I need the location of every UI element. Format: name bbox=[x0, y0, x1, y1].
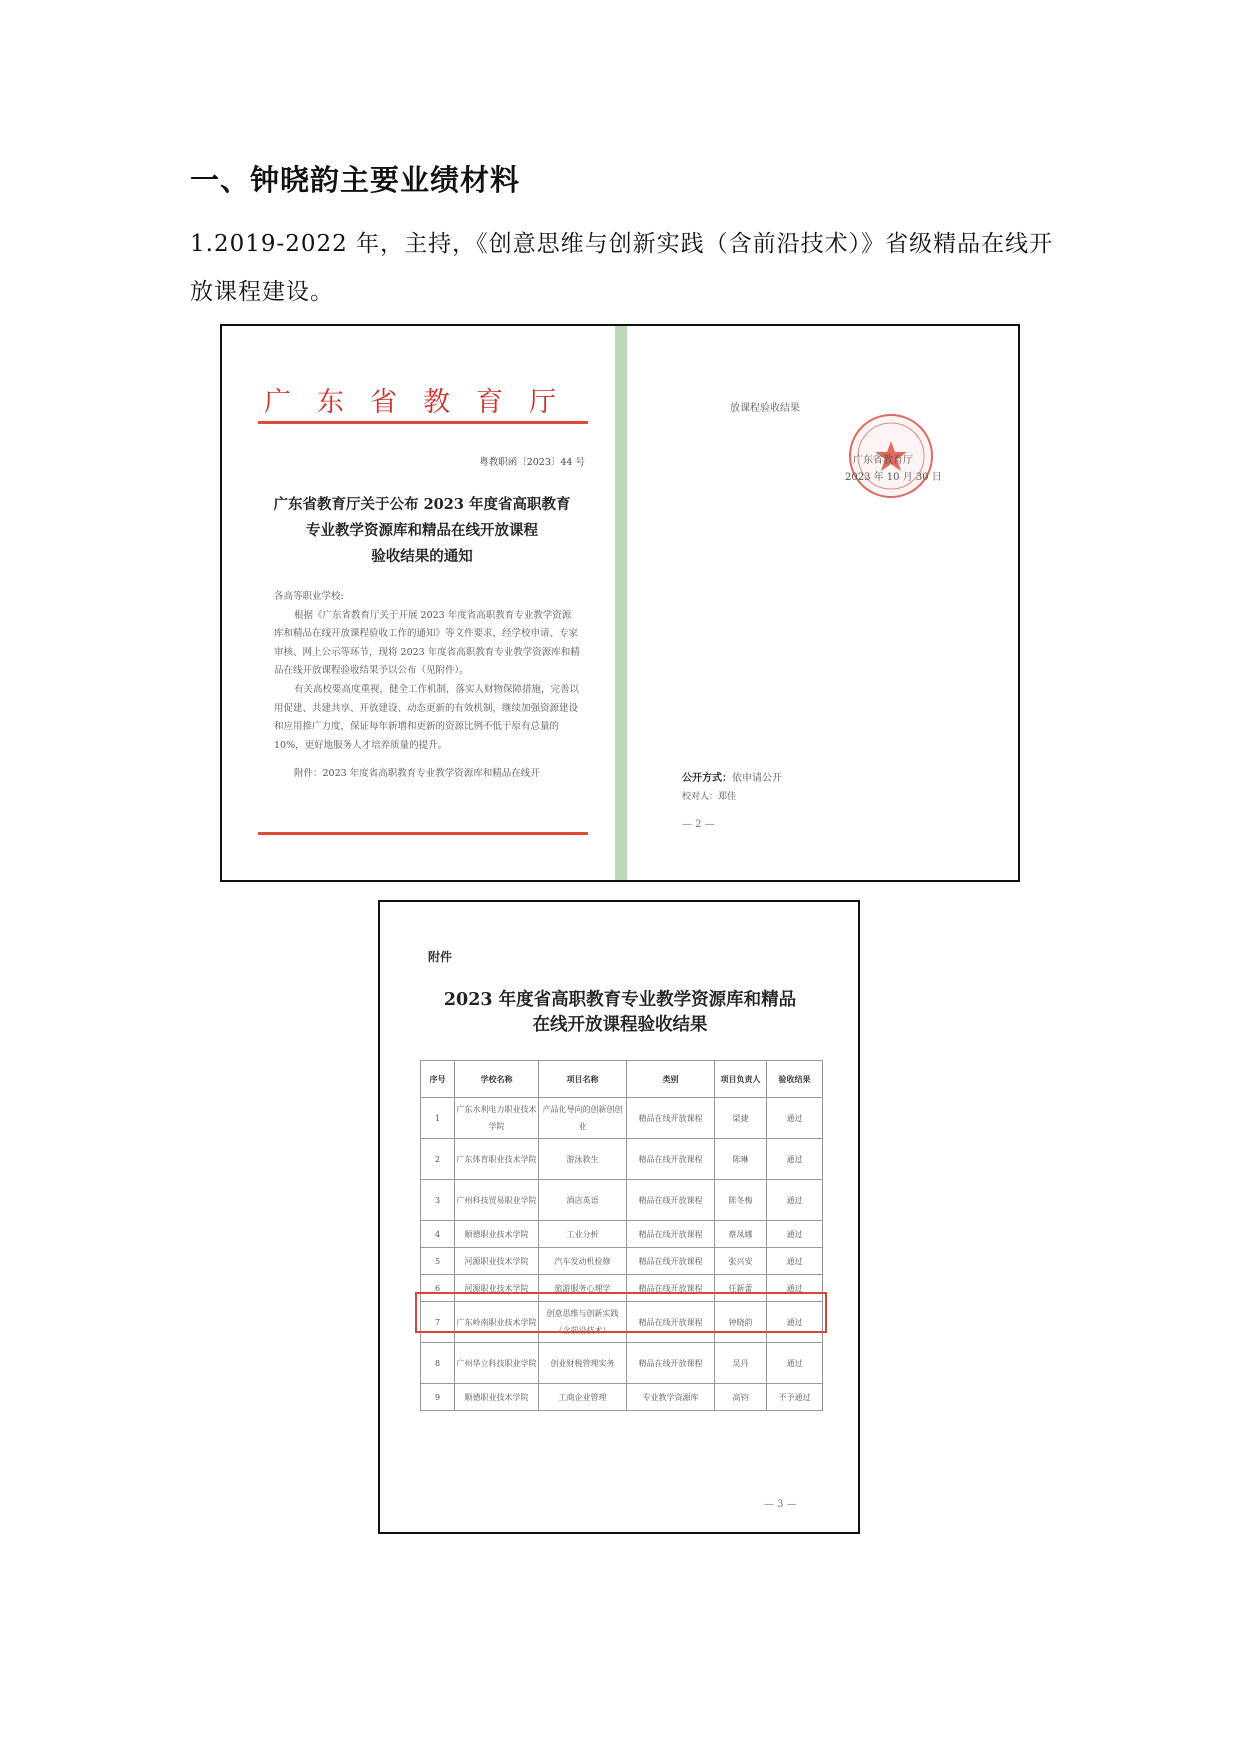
table-header-row bbox=[421, 1061, 823, 1098]
table-cell: 陈琳 bbox=[715, 1139, 767, 1180]
table-cell: 创意思维与创新实践（含前沿技术） bbox=[539, 1302, 627, 1343]
page-number: — 2 — bbox=[682, 819, 715, 830]
notice-title bbox=[262, 492, 582, 570]
col-header: 学校名称 bbox=[455, 1061, 539, 1098]
notice-page-2 bbox=[627, 326, 1018, 880]
table-cell: 精品在线开放课程 bbox=[627, 1343, 715, 1384]
table-cell: 广州华立科技职业学院 bbox=[455, 1343, 539, 1384]
table-row bbox=[421, 1384, 823, 1411]
table-cell: 精品在线开放课程 bbox=[627, 1221, 715, 1248]
table-cell: 汽车发动机检修 bbox=[539, 1248, 627, 1275]
table-cell: 5 bbox=[421, 1248, 455, 1275]
table-row bbox=[421, 1180, 823, 1221]
table-cell: 梁捷 bbox=[715, 1098, 767, 1139]
table-row bbox=[421, 1343, 823, 1384]
attachment-line: 附件：2023 年度省高职教育专业教学资源库和精品在线开 bbox=[294, 768, 540, 780]
table-cell: 产品化导向的创新创创业 bbox=[539, 1098, 627, 1139]
table-cell: 9 bbox=[421, 1384, 455, 1411]
results-scan-image bbox=[378, 900, 860, 1534]
col-header: 序号 bbox=[421, 1061, 455, 1098]
results-title-line: 2023 年度省高职教育专业教学资源库和精品 bbox=[443, 990, 797, 1010]
col-header: 类别 bbox=[627, 1061, 715, 1098]
table-cell: 任新蕾 bbox=[715, 1275, 767, 1302]
salutation: 各高等职业学校: bbox=[274, 591, 344, 602]
notice-title-line: 验收结果的通知 bbox=[371, 548, 473, 565]
table-cell: 酒店英语 bbox=[539, 1180, 627, 1221]
table-cell: 7 bbox=[421, 1302, 455, 1343]
results-title bbox=[400, 988, 840, 1038]
red-rule-bottom bbox=[258, 832, 588, 835]
col-header: 项目名称 bbox=[539, 1061, 627, 1098]
notice-title-line: 广东省教育厅关于公布 2023 年度省高职教育 bbox=[273, 496, 571, 513]
table-cell: 旅游服务心理学 bbox=[539, 1275, 627, 1302]
title-continuation: 放课程验收结果 bbox=[730, 403, 800, 414]
highlight-box bbox=[415, 1292, 827, 1333]
publish-value: 依申请公开 bbox=[732, 773, 782, 784]
table-row bbox=[421, 1139, 823, 1180]
notice-paragraph: 根据《广东省教育厅关于开展 2023 年度省高职教育专业教学资源库和精品在线开放课程验收工作的通知》等文件要求，经学校申请、专家审核、网上公示等环节，现将 2023 年度省高职教育专业教学资源库和精品在线开放课程验收结果予以公布（见附件）。 bbox=[274, 609, 580, 677]
results-title-line: 在线开放课程验收结果 bbox=[532, 1015, 708, 1035]
table-cell: 专业教学资源库 bbox=[627, 1384, 715, 1411]
table-cell: 不予通过 bbox=[767, 1384, 823, 1411]
page-number: — 3 — bbox=[764, 1499, 797, 1510]
publish-method bbox=[682, 769, 782, 784]
item-1-text: 1.2019-2022 年，主持，《创意思维与创新实践（含前沿技术）》省级精品在线开放课程建设。 bbox=[190, 231, 1054, 305]
issuing-office-title: 广东省教育厅 bbox=[264, 387, 582, 418]
results-table bbox=[420, 1060, 823, 1411]
table-cell: 河源职业技术学院 bbox=[455, 1275, 539, 1302]
notice-page-1 bbox=[222, 326, 615, 880]
table-cell: 精品在线开放课程 bbox=[627, 1180, 715, 1221]
table-cell: 1 bbox=[421, 1098, 455, 1139]
signing-organization: 广东省教育厅 bbox=[853, 455, 913, 466]
attachment-label: 附件 bbox=[428, 950, 453, 964]
table-cell: 通过 bbox=[767, 1302, 823, 1343]
table-row bbox=[421, 1098, 823, 1139]
table-cell: 蔡凤娜 bbox=[715, 1221, 767, 1248]
notice-body bbox=[274, 588, 580, 784]
table-cell: 创业财税管理实务 bbox=[539, 1343, 627, 1384]
table-cell: 广东岭南职业技术学院 bbox=[455, 1302, 539, 1343]
table-cell: 通过 bbox=[767, 1275, 823, 1302]
page-heading: 一、钟晓韵主要业绩材料 bbox=[190, 163, 521, 197]
table-cell: 顺德职业技术学院 bbox=[455, 1384, 539, 1411]
table-cell: 通过 bbox=[767, 1180, 823, 1221]
notice-scan-image bbox=[220, 324, 1020, 882]
col-header: 验收结果 bbox=[767, 1061, 823, 1098]
red-rule-top bbox=[258, 421, 588, 424]
table-cell: 3 bbox=[421, 1180, 455, 1221]
table-cell: 通过 bbox=[767, 1139, 823, 1180]
table-cell: 张兴安 bbox=[715, 1248, 767, 1275]
table-cell: 工商企业管理 bbox=[539, 1384, 627, 1411]
notice-paragraph: 有关高校要高度重视，健全工作机制，落实人财物保障措施，完善以用促建、共建共享、开放建设、动态更新的有效机制，继续加强资源建设和应用推广力度，保证每年新增和更新的资源比例不低于原有总量的 10%，更好地服务人才培养质量的提升。 bbox=[274, 683, 580, 751]
signing-date: 2023 年 10 月 30 日 bbox=[845, 472, 942, 483]
table-cell: 游泳救生 bbox=[539, 1139, 627, 1180]
table-cell: 8 bbox=[421, 1343, 455, 1384]
table-cell: 高钧 bbox=[715, 1384, 767, 1411]
document-number: 粤教职函〔2023〕44 号 bbox=[479, 457, 585, 468]
table-row bbox=[421, 1248, 823, 1275]
table-cell: 通过 bbox=[767, 1221, 823, 1248]
col-header: 项目负责人 bbox=[715, 1061, 767, 1098]
table-cell: 广东体育职业技术学院 bbox=[455, 1139, 539, 1180]
table-cell: 通过 bbox=[767, 1343, 823, 1384]
table-cell: 河源职业技术学院 bbox=[455, 1248, 539, 1275]
table-cell: 2 bbox=[421, 1139, 455, 1180]
table-cell: 精品在线开放课程 bbox=[627, 1139, 715, 1180]
table-cell: 精品在线开放课程 bbox=[627, 1098, 715, 1139]
publish-label: 公开方式： bbox=[682, 773, 732, 784]
table-cell: 通过 bbox=[767, 1098, 823, 1139]
table-cell: 工业分析 bbox=[539, 1221, 627, 1248]
table-cell: 钟晓韵 bbox=[715, 1302, 767, 1343]
table-cell: 4 bbox=[421, 1221, 455, 1248]
table-cell: 广东水利电力职业技术学院 bbox=[455, 1098, 539, 1139]
table-cell: 吴丹 bbox=[715, 1343, 767, 1384]
notice-title-line: 专业教学资源库和精品在线开放课程 bbox=[306, 522, 538, 539]
proofreader: 校对人：郑佳 bbox=[682, 792, 737, 802]
table-cell: 陈冬梅 bbox=[715, 1180, 767, 1221]
table-cell: 通过 bbox=[767, 1248, 823, 1275]
scan-gutter bbox=[615, 326, 627, 880]
table-cell: 6 bbox=[421, 1275, 455, 1302]
table-cell: 精品在线开放课程 bbox=[627, 1248, 715, 1275]
table-cell: 精品在线开放课程 bbox=[627, 1302, 715, 1343]
table-cell: 顺德职业技术学院 bbox=[455, 1221, 539, 1248]
table-cell: 精品在线开放课程 bbox=[627, 1275, 715, 1302]
table-cell: 广州科技贸易职业学院 bbox=[455, 1180, 539, 1221]
table-row bbox=[421, 1221, 823, 1248]
